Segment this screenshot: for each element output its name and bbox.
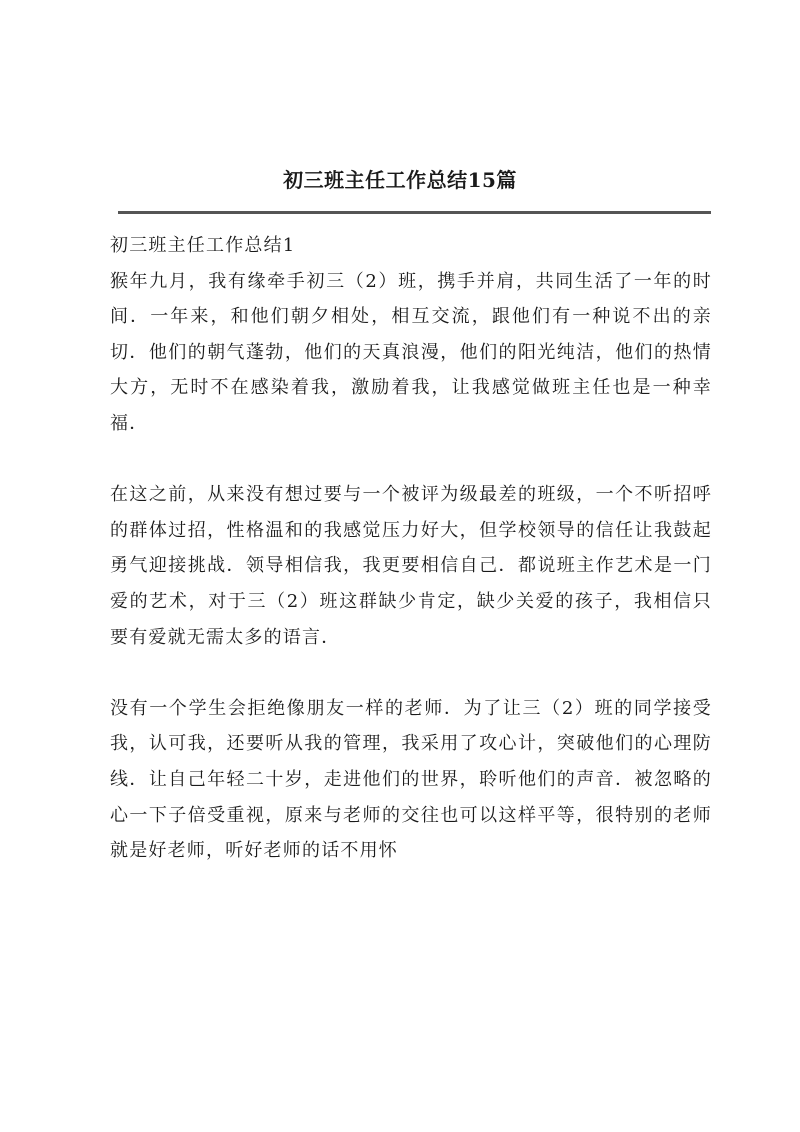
paragraph-3: 没有一个学生会拒绝像朋友一样的老师．为了让三（2）班的同学接受我，认可我，还要听从我的管理，我采用了攻心计，突破他们的心理防线．让自己年轻二十岁，走进他们的世界，聆听他们的声音．被忽略的心一下子倍受重视，原来与老师的交往也可以这样平等，很特别的老师就是好老师，听好老师的话不用怀 <box>110 697 712 862</box>
document-title: 初三班主任工作总结15篇 <box>283 168 517 192</box>
section-heading: 初三班主任工作总结1 <box>110 235 296 256</box>
paragraph-1: 猴年九月，我有缘牵手初三（2）班，携手并肩，共同生活了一年的时间．一年来，和他们朝夕相处，相互交流，跟他们有一种说不出的亲切．他们的朝气蓬勃，他们的天真浪漫，他们的阳光纯洁，他们的热情大方，无时不在感染着我，激励着我，让我感觉做班主任也是一种幸福． <box>110 270 712 434</box>
document-body <box>110 228 712 869</box>
paragraph-2: 在这之前，从来没有想过要与一个被评为级最差的班级，一个不听招呼的群体过招，性格温和的我感觉压力好大，但学校领导的信任让我鼓起勇气迎接挑战．领导相信我，我更要相信自己．都说班主作艺术是一门爱的艺术，对于三（2）班这群缺少肯定，缺少关爱的孩子，我相信只要有爱就无需太多的语言． <box>110 484 712 648</box>
title-divider <box>118 211 711 214</box>
